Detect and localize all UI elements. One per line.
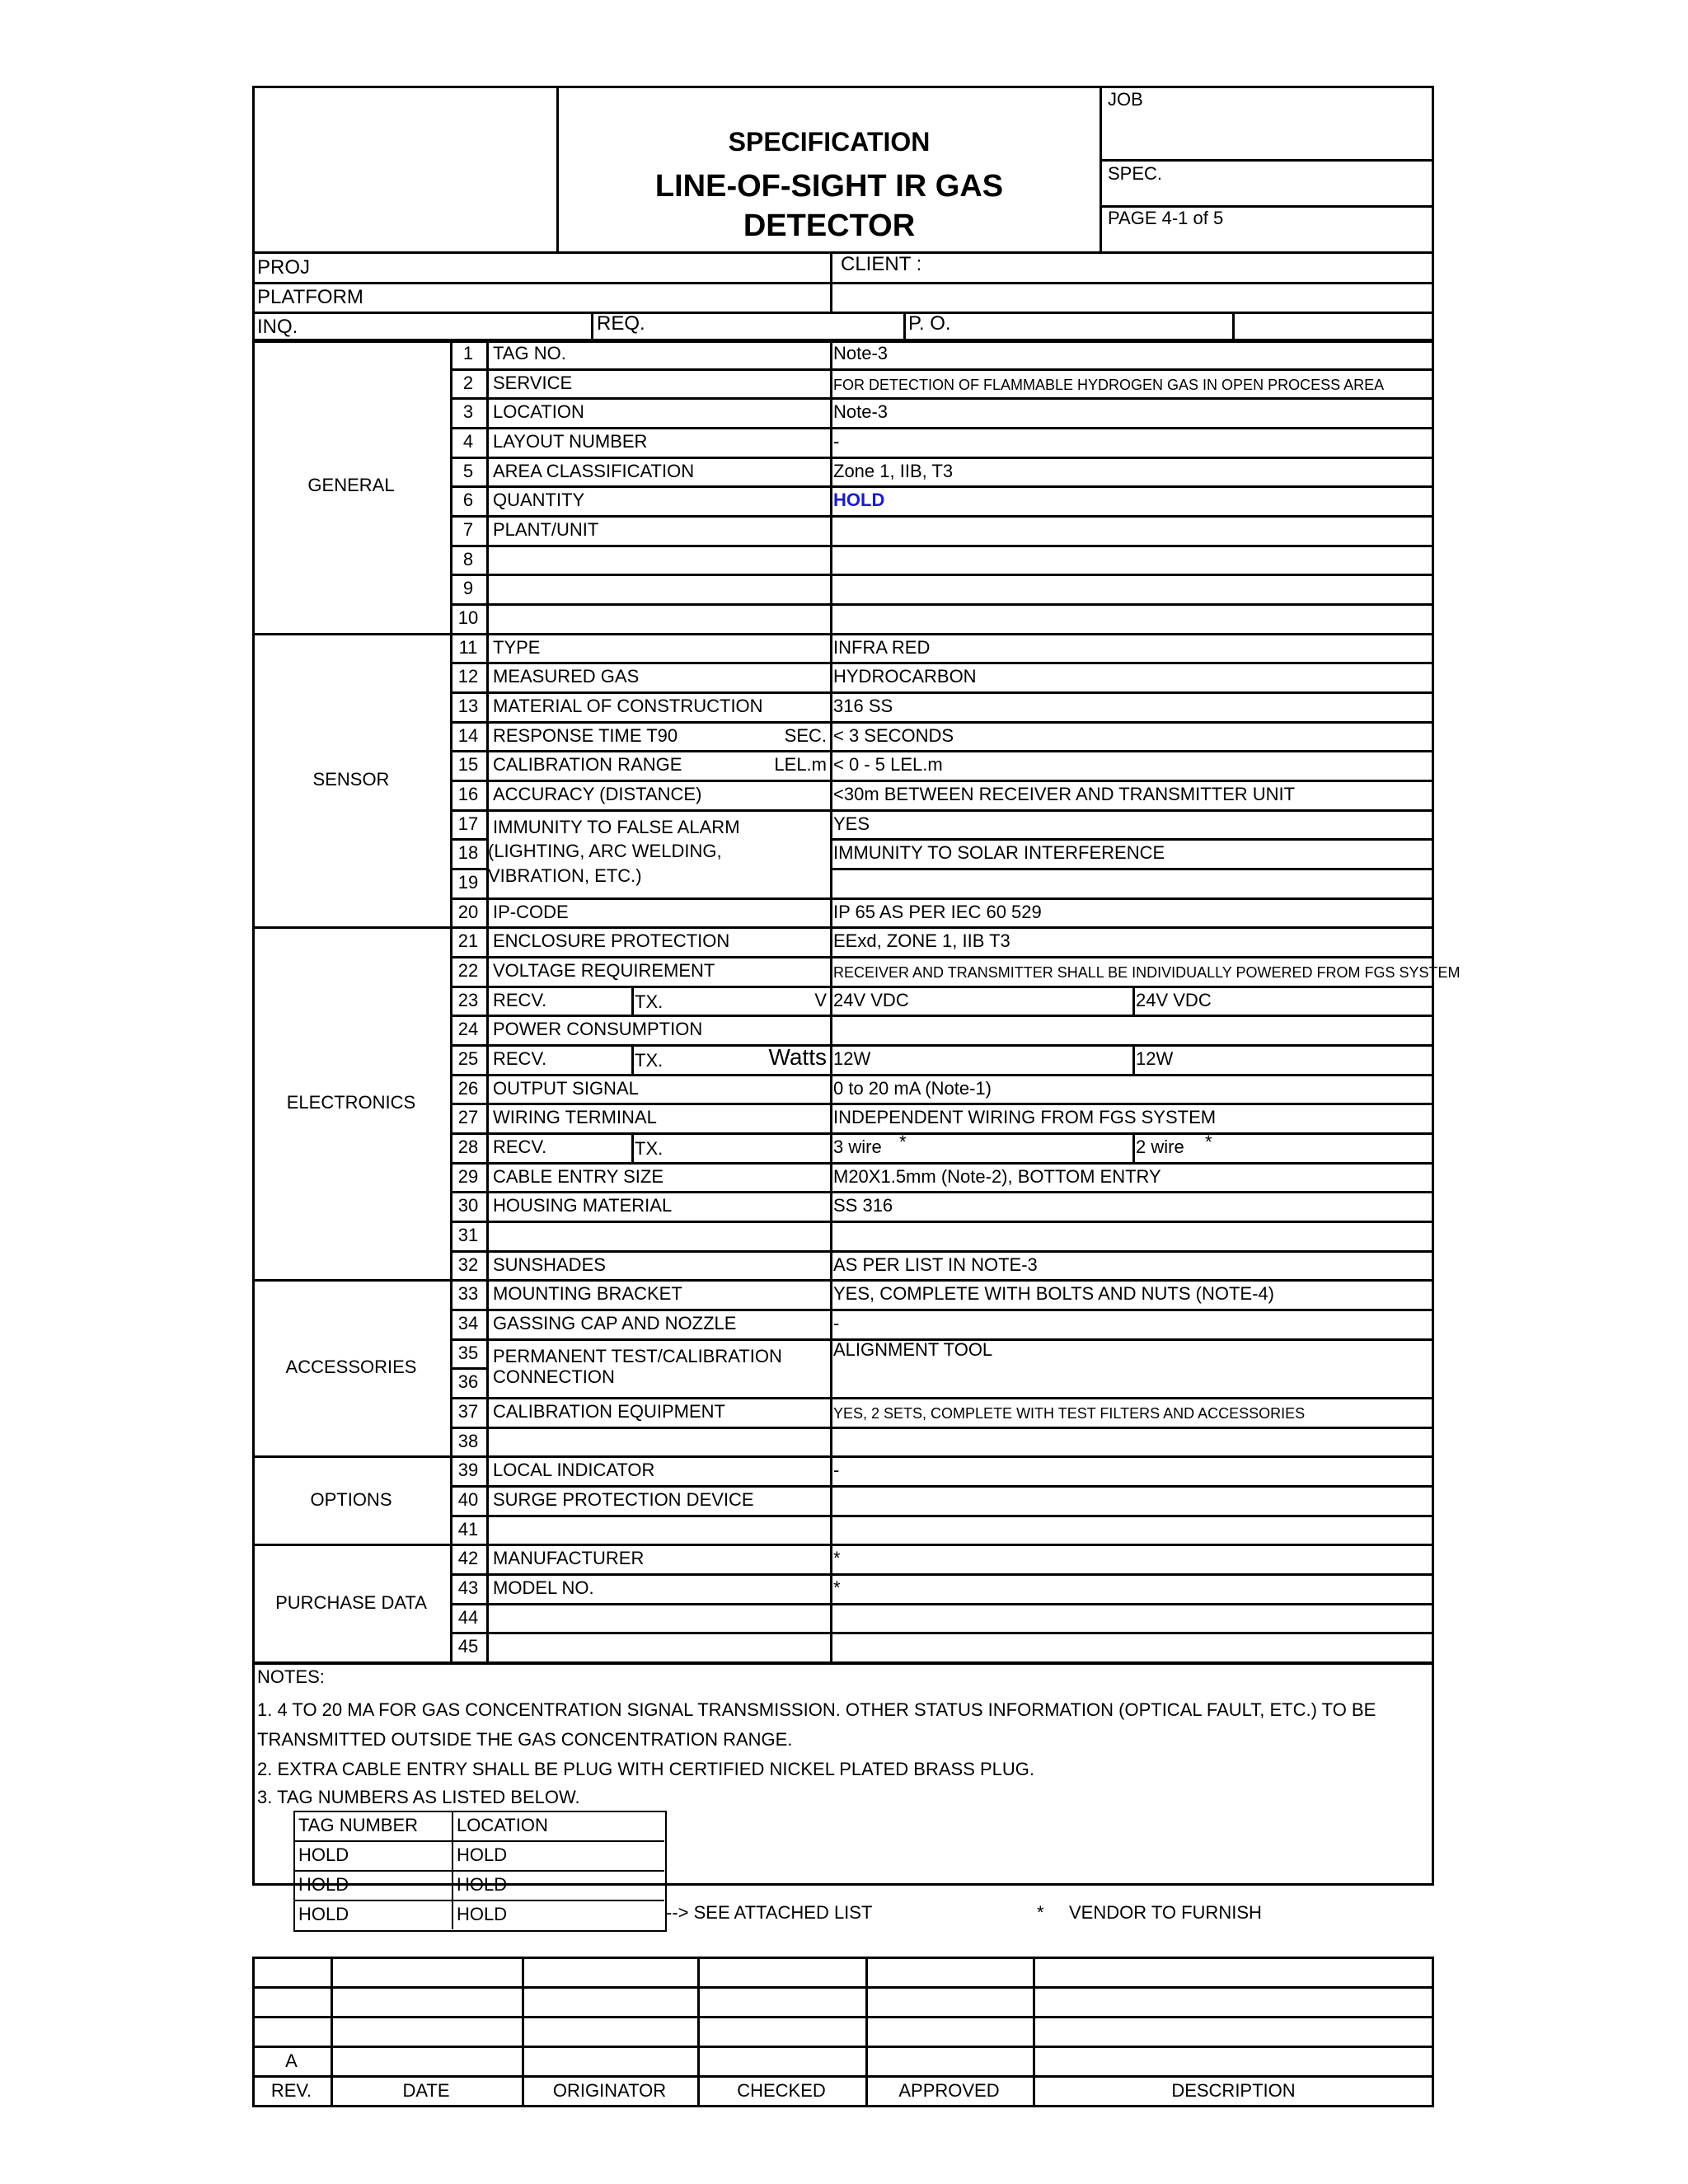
note-2: 2. EXTRA CABLE ENTRY SHALL BE PLUG WITH CERTIFIED NICKEL PLATED BRASS PLUG. xyxy=(257,1759,1035,1779)
vendor-mark: * xyxy=(1205,1131,1212,1152)
row-label: OUTPUT SIGNAL xyxy=(493,1077,639,1099)
row-label: GASSING CAP AND NOZZLE xyxy=(493,1312,737,1333)
section-label-options: OPTIONS xyxy=(310,1488,392,1510)
row-label: CALIBRATION EQUIPMENT xyxy=(493,1400,725,1422)
row-value: INDEPENDENT WIRING FROM FGS SYSTEM xyxy=(833,1107,1217,1128)
note-1-line2: TRANSMITTED OUTSIDE THE GAS CONCENTRATION RANGE. xyxy=(257,1729,793,1750)
row-value-2: 2 wire xyxy=(1136,1136,1184,1157)
row-value: SS 316 xyxy=(833,1195,893,1216)
section-label-electronics: ELECTRONICS xyxy=(286,1092,416,1113)
row-value: * xyxy=(833,1548,841,1569)
row-label: CONNECTION xyxy=(493,1366,615,1388)
row-value: 12W xyxy=(833,1047,871,1069)
revision-header: CHECKED xyxy=(737,2080,826,2101)
row-value: ALIGNMENT TOOL xyxy=(833,1338,993,1360)
row-label: HOUSING MATERIAL xyxy=(493,1195,673,1216)
row-number: 19 xyxy=(457,871,479,893)
row-value-2: 12W xyxy=(1136,1047,1174,1069)
row-number: 37 xyxy=(457,1400,479,1422)
row-label: CALIBRATION RANGE xyxy=(493,754,682,776)
row-label: PERMANENT TEST/CALIBRATION xyxy=(493,1345,782,1366)
document-title-line2: DETECTOR xyxy=(743,209,916,243)
spec-heading: SPECIFICATION xyxy=(728,127,931,157)
row-label: MODEL NO. xyxy=(493,1577,594,1598)
row-value: 316 SS xyxy=(833,695,893,716)
row-number: 9 xyxy=(462,578,474,599)
proj-label: PROJ xyxy=(257,256,311,279)
row-value: 3 wire xyxy=(833,1136,882,1157)
row-number: 7 xyxy=(462,518,474,540)
platform-label: PLATFORM xyxy=(257,286,363,308)
row-value: - xyxy=(833,430,840,452)
row-value: YES, COMPLETE WITH BOLTS AND NUTS (NOTE-4) xyxy=(833,1283,1274,1305)
row-label: SUNSHADES xyxy=(493,1254,606,1275)
row-value: RECEIVER AND TRANSMITTER SHALL BE INDIVIDUALLY POWERED FROM FGS SYSTEM xyxy=(833,963,1461,981)
tx-label: TX. xyxy=(635,991,663,1012)
row-value: M20X1.5mm (Note-2), BOTTOM ENTRY xyxy=(833,1165,1161,1187)
row-value: IMMUNITY TO SOLAR INTERFERENCE xyxy=(833,842,1165,864)
revision-header: APPROVED xyxy=(898,2080,1000,2101)
row-value: * xyxy=(833,1577,841,1598)
row-value: Zone 1, IIB, T3 xyxy=(833,460,954,481)
row-label: ACCURACY (DISTANCE) xyxy=(493,783,702,804)
row-number: 43 xyxy=(457,1577,479,1598)
revision-letter: A xyxy=(285,2050,298,2071)
row-label: IP-CODE xyxy=(493,901,569,922)
row-number: 27 xyxy=(457,1107,479,1128)
row-label: MANUFACTURER xyxy=(493,1548,645,1569)
row-number: 38 xyxy=(457,1430,479,1451)
inq-label: INQ. xyxy=(257,316,298,338)
row-label: VOLTAGE REQUIREMENT xyxy=(493,959,715,981)
row-label: TAG NO. xyxy=(493,342,566,363)
section-label-sensor: SENSOR xyxy=(312,769,390,790)
row-value: Note-3 xyxy=(833,342,889,363)
section-label-accessories: ACCESSORIES xyxy=(285,1357,417,1378)
row-number: 12 xyxy=(457,666,479,687)
row-label: MATERIAL OF CONSTRUCTION xyxy=(493,695,763,716)
row-number: 25 xyxy=(457,1047,479,1069)
location-header: LOCATION xyxy=(457,1815,548,1835)
row-unit: SEC. xyxy=(784,724,827,746)
document-title-line1: LINE-OF-SIGHT IR GAS xyxy=(654,169,1004,204)
row-label: LOCAL INDICATOR xyxy=(493,1460,655,1481)
row-number: 36 xyxy=(457,1371,479,1393)
vendor-to-furnish: VENDOR TO FURNISH xyxy=(1069,1902,1262,1923)
row-label: RESPONSE TIME T90 xyxy=(493,724,678,746)
row-number: 18 xyxy=(457,842,479,864)
row-number: 8 xyxy=(462,548,474,569)
row-number: 41 xyxy=(457,1518,479,1540)
note-1-line1: 1. 4 TO 20 MA FOR GAS CONCENTRATION SIGNAL TRANSMISSION. OTHER STATUS INFORMATION (OPTICAL FAULT, ETC.) TO BE xyxy=(257,1699,1376,1720)
row-number: 22 xyxy=(457,959,479,981)
row-number: 24 xyxy=(457,1019,479,1040)
row-number: 16 xyxy=(457,783,479,804)
tag-header: TAG NUMBER xyxy=(298,1815,419,1835)
tag-cell: HOLD xyxy=(298,1904,349,1924)
row-label: RECV. xyxy=(493,989,547,1010)
row-value: INFRA RED xyxy=(833,636,931,658)
row-label: WIRING TERMINAL xyxy=(493,1107,657,1128)
row-label: LAYOUT NUMBER xyxy=(493,430,648,452)
spec-label: SPEC. xyxy=(1108,163,1163,184)
row-number: 14 xyxy=(457,724,479,746)
notes-heading: NOTES: xyxy=(257,1666,325,1687)
revision-header: ORIGINATOR xyxy=(552,2080,667,2101)
row-number: 3 xyxy=(462,401,474,423)
row-number: 31 xyxy=(457,1224,479,1245)
row-value: 0 to 20 mA (Note-1) xyxy=(833,1077,992,1099)
row-label: SURGE PROTECTION DEVICE xyxy=(493,1488,754,1510)
tx-label: TX. xyxy=(635,1049,663,1071)
row-number: 44 xyxy=(457,1606,479,1628)
row-value-2: 24V VDC xyxy=(1136,989,1212,1010)
see-attached-list: --> SEE ATTACHED LIST xyxy=(666,1902,873,1923)
row-number: 11 xyxy=(458,636,478,658)
row-value: - xyxy=(833,1460,840,1481)
row-label: QUANTITY xyxy=(493,490,585,511)
row-value: HOLD xyxy=(833,490,885,511)
row-unit: LEL.m xyxy=(774,754,827,776)
row-number: 28 xyxy=(457,1136,479,1157)
row-value: < 0 - 5 LEL.m xyxy=(833,754,943,776)
row-number: 29 xyxy=(457,1165,479,1187)
location-cell: HOLD xyxy=(457,1844,508,1865)
row-value: - xyxy=(833,1312,840,1333)
row-value: 24V VDC xyxy=(833,989,909,1010)
note-3: 3. TAG NUMBERS AS LISTED BELOW. xyxy=(257,1787,580,1807)
row-value: AS PER LIST IN NOTE-3 xyxy=(833,1254,1038,1275)
row-label: POWER CONSUMPTION xyxy=(493,1019,703,1040)
req-label: REQ. xyxy=(597,312,645,335)
tag-cell: HOLD xyxy=(298,1844,349,1865)
revision-header: DATE xyxy=(402,2080,450,2101)
row-value: FOR DETECTION OF FLAMMABLE HYDROGEN GAS IN OPEN PROCESS AREA xyxy=(833,376,1385,393)
row-unit: V xyxy=(814,989,827,1010)
revision-header: DESCRIPTION xyxy=(1171,2080,1296,2101)
row-number: 1 xyxy=(462,342,474,363)
row-value: HYDROCARBON xyxy=(833,666,977,687)
row-label: CABLE ENTRY SIZE xyxy=(493,1165,664,1187)
row-value: EExd, ZONE 1, IIB T3 xyxy=(833,930,1010,952)
row-number: 13 xyxy=(457,695,479,716)
client-label: CLIENT : xyxy=(841,253,922,275)
tx-label: TX. xyxy=(635,1137,663,1159)
row-number: 42 xyxy=(457,1548,479,1569)
po-label: P. O. xyxy=(908,312,951,335)
section-label-purchase-data: PURCHASE DATA xyxy=(275,1591,427,1613)
job-label: JOB xyxy=(1108,89,1143,110)
row-number: 30 xyxy=(457,1195,479,1216)
row-number: 34 xyxy=(457,1312,479,1333)
vendor-mark: * xyxy=(899,1131,907,1152)
row-label: LOCATION xyxy=(493,401,584,423)
row-label: IMMUNITY TO FALSE ALARM xyxy=(493,816,740,837)
datasheet xyxy=(252,86,1461,2107)
row-number: 40 xyxy=(457,1488,479,1510)
row-number: 21 xyxy=(457,930,479,952)
row-number: 23 xyxy=(457,989,479,1010)
row-number: 17 xyxy=(457,813,479,834)
row-value: YES, 2 SETS, COMPLETE WITH TEST FILTERS AND ACCESSORIES xyxy=(833,1404,1306,1422)
row-number: 26 xyxy=(457,1077,479,1099)
row-label: MEASURED GAS xyxy=(493,666,640,687)
section-label-general: GENERAL xyxy=(307,475,395,496)
row-number: 5 xyxy=(462,460,474,481)
row-value: Note-3 xyxy=(833,401,889,423)
row-label: TYPE xyxy=(493,636,541,658)
row-label: AREA CLASSIFICATION xyxy=(493,460,695,481)
location-cell: HOLD xyxy=(457,1874,508,1895)
row-number: 6 xyxy=(462,490,474,511)
row-number: 10 xyxy=(457,607,479,628)
row-label: RECV. xyxy=(493,1136,547,1157)
row-number: 39 xyxy=(457,1460,479,1481)
row-number: 2 xyxy=(462,372,474,393)
row-unit: Watts xyxy=(768,1043,827,1070)
revision-header: REV. xyxy=(270,2080,312,2101)
row-value: < 3 SECONDS xyxy=(833,724,954,746)
tag-cell: HOLD xyxy=(298,1874,349,1895)
row-value: IP 65 AS PER IEC 60 529 xyxy=(833,901,1042,922)
row-label: MOUNTING BRACKET xyxy=(493,1283,682,1305)
row-number: 20 xyxy=(457,901,479,922)
row-number: 35 xyxy=(457,1342,479,1363)
row-value: YES xyxy=(833,813,870,834)
row-number: 32 xyxy=(457,1254,479,1275)
row-number: 33 xyxy=(457,1283,479,1305)
location-cell: HOLD xyxy=(457,1904,508,1924)
row-number: 4 xyxy=(462,430,474,452)
row-label: RECV. xyxy=(493,1047,547,1069)
row-number: 15 xyxy=(457,754,479,776)
page-label: PAGE 4-1 of 5 xyxy=(1108,208,1224,228)
vendor-star: * xyxy=(1037,1902,1044,1923)
row-value: <30m BETWEEN RECEIVER AND TRANSMITTER UNIT xyxy=(833,783,1296,804)
row-label: VIBRATION, ETC.) xyxy=(488,865,642,886)
row-label: ENCLOSURE PROTECTION xyxy=(493,930,730,952)
row-label: PLANT/UNIT xyxy=(493,518,599,540)
row-label: SERVICE xyxy=(493,372,573,393)
row-label: (LIGHTING, ARC WELDING, xyxy=(488,841,722,862)
row-number: 45 xyxy=(457,1636,479,1657)
